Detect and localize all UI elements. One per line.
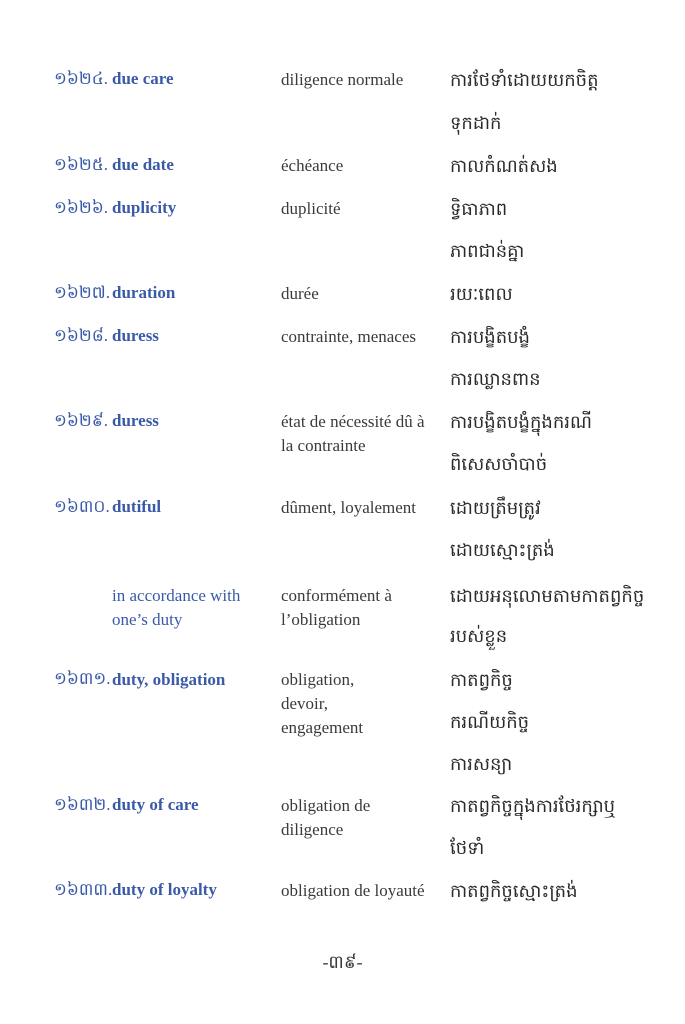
khmer-term: ភាពជាន់គ្នា bbox=[450, 241, 525, 261]
entry-number: ១៦៣០. bbox=[54, 497, 110, 516]
page-number: -៣៩- bbox=[322, 952, 363, 972]
entry-number: ១៦២៥. bbox=[54, 155, 109, 174]
english-term: dutiful bbox=[112, 497, 162, 516]
entry-number: ១៦២៤. bbox=[54, 69, 109, 88]
khmer-term: ដោយត្រឹមត្រូវ bbox=[450, 498, 541, 518]
khmer-term: កាលកំណត់សង bbox=[450, 156, 558, 176]
khmer-term: កាតព្វកិច្ច bbox=[450, 670, 513, 690]
khmer-term: ដោយស្មោះត្រង់ bbox=[450, 540, 555, 560]
english-term: due care bbox=[112, 69, 174, 88]
entry-number: ១៦២៧. bbox=[54, 283, 110, 302]
khmer-term: កាតព្វកិច្ចស្មោះត្រង់ bbox=[450, 881, 578, 901]
entry-number: ១៦២៩. bbox=[54, 411, 109, 430]
entry-number: ១៦២៨. bbox=[54, 326, 109, 345]
khmer-term: ការបង្ខិតបង្ខំក្នុងករណី bbox=[450, 412, 592, 432]
english-term: duress bbox=[112, 326, 159, 345]
french-term: duplicité bbox=[281, 199, 341, 218]
english-term: in accordance with one’s duty bbox=[112, 586, 241, 629]
english-term: duty of care bbox=[112, 795, 199, 814]
french-term: obligation de loyauté bbox=[281, 881, 425, 900]
french-term: durée bbox=[281, 284, 319, 303]
french-term: contrainte, menaces bbox=[281, 327, 416, 346]
khmer-term: ការឈ្លានពាន bbox=[450, 369, 541, 389]
french-term: état de nécessité dû à la contrainte bbox=[281, 412, 425, 455]
english-term: duplicity bbox=[112, 198, 177, 217]
entry-number: ១៦២៦. bbox=[54, 198, 109, 217]
english-term: due date bbox=[112, 155, 174, 174]
english-term: duty, obligation bbox=[112, 670, 226, 689]
khmer-term: ទ្វិធាភាព bbox=[450, 199, 508, 219]
french-term: conformément à l’obligation bbox=[281, 586, 392, 629]
khmer-term: កាតព្វកិច្ចក្នុងការថែរក្សាឬ bbox=[450, 796, 616, 816]
khmer-term: ទុកដាក់ bbox=[450, 113, 502, 133]
khmer-term: របស់ខ្លួន bbox=[450, 626, 508, 646]
khmer-term: ករណីយកិច្ច bbox=[450, 712, 530, 732]
french-term: échéance bbox=[281, 156, 344, 175]
khmer-term: រយៈពេល bbox=[450, 284, 513, 304]
khmer-term: ការសន្យា bbox=[450, 754, 513, 774]
entry-number: ១៦៣១. bbox=[54, 669, 111, 688]
entry-number: ១៦៣២. bbox=[54, 795, 111, 814]
english-term: duration bbox=[112, 283, 176, 302]
khmer-term: ការបង្ខិតបង្ខំ bbox=[450, 327, 530, 347]
french-term: obligation de diligence bbox=[281, 796, 371, 839]
khmer-term: ថែទាំ bbox=[450, 838, 485, 858]
english-term: duress bbox=[112, 411, 159, 430]
french-term: dûment, loyalement bbox=[281, 498, 417, 517]
french-term: obligation, devoir, engagement bbox=[281, 670, 364, 737]
khmer-term: ការថែទាំដោយយកចិត្ត bbox=[450, 70, 599, 90]
french-term: diligence normale bbox=[281, 70, 404, 89]
khmer-term: ដោយអនុលោមតាមកាតព្វកិច្ច bbox=[450, 586, 645, 606]
khmer-term: ពិសេសចាំបាច់ bbox=[450, 454, 548, 474]
english-term: duty of loyalty bbox=[112, 880, 217, 899]
entry-number: ១៦៣៣. bbox=[54, 880, 113, 899]
